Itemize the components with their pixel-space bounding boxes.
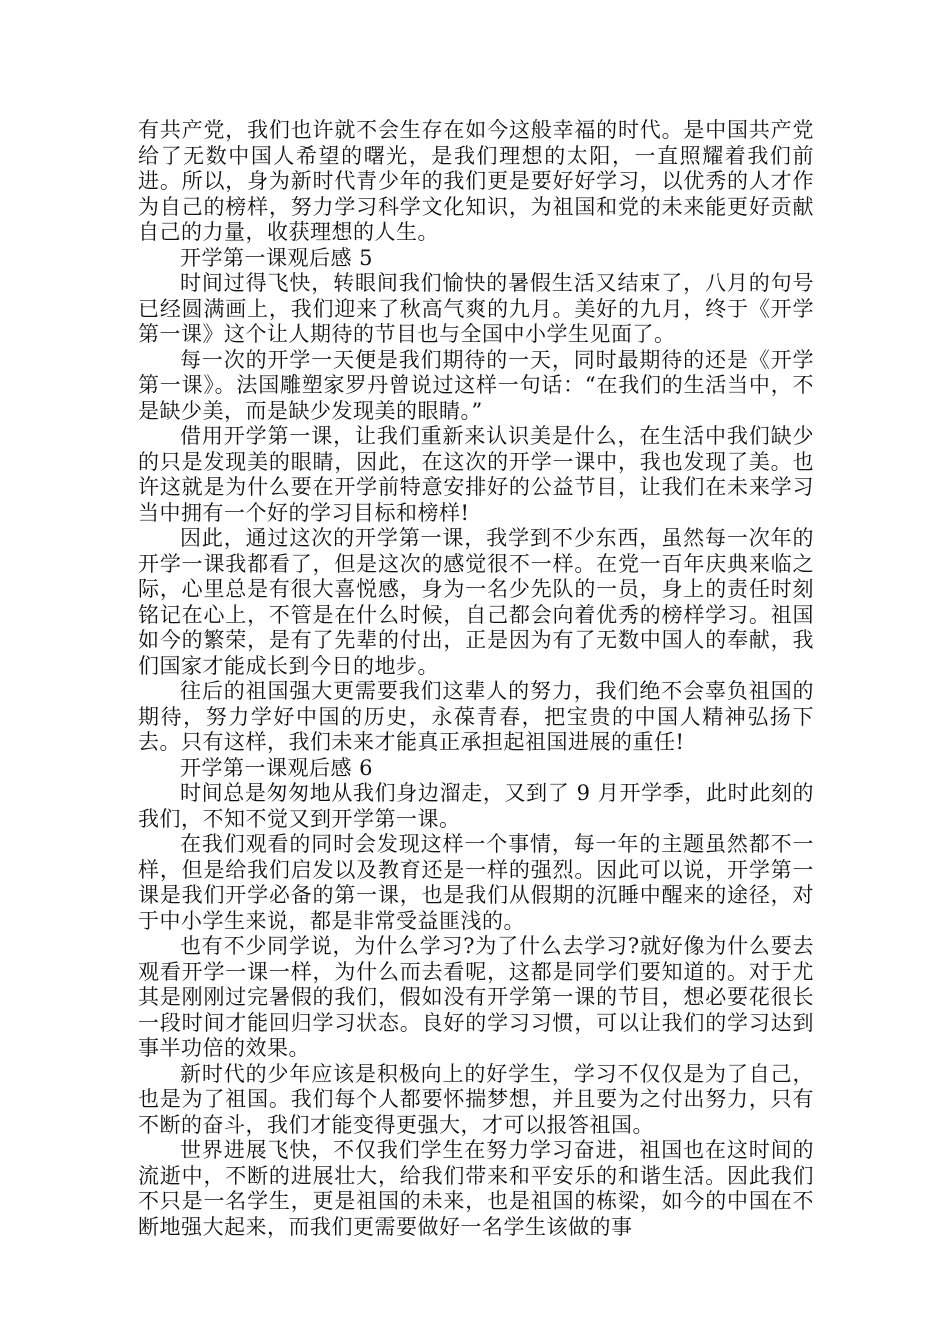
body-paragraph: 有共产党，我们也许就不会生存在如今这般幸福的时代。是中国共产党给了无数中国人希望的曙光，是我们理想的太阳，一直照耀着我们前进。所以，身为新时代青少年的我们更是要好好学习，以优秀的人才作为自己的榜样，努力学习科学文化知识，为祖国和党的未来能更好贡献自己的力量，收获理想的人生。	[138, 118, 814, 244]
body-paragraph: 世界进展飞快，不仅我们学生在努力学习奋进，祖国也在这时间的流逝中，不断的进展壮大，给我们带来和平安乐的和谐生活。因此我们不只是一名学生，更是祖国的未来，也是祖国的栋梁，如今的中国在不断地强大起来，而我们更需要做好一名学生该做的事	[138, 1138, 814, 1239]
section-heading: 开学第一课观后感 6	[180, 755, 374, 780]
document-body	[138, 118, 814, 1240]
body-paragraph: 新时代的少年应该是积极向上的好学生，学习不仅仅是为了自己，也是为了祖国。我们每个人都要怀揣梦想，并且要为之付出努力，只有不断的奋斗，我们才能变得更强大，才可以报答祖国。	[138, 1061, 814, 1137]
body-paragraph: 借用开学第一课，让我们重新来认识美是什么，在生活中我们缺少的只是发现美的眼睛，因此，在这次的开学一课中，我也发现了美。也许这就是为什么要在开学前特意安排好的公益节目，让我们在未来学习当中拥有一个好的学习目标和榜样!	[138, 424, 814, 525]
body-paragraph: 在我们观看的同时会发现这样一个事情，每一年的主题虽然都不一样，但是给我们启发以及教育还是一样的强烈。因此可以说，开学第一课是我们开学必备的第一课，也是我们从假期的沉睡中醒来的途径，对于中小学生来说，都是非常受益匪浅的。	[138, 832, 814, 933]
body-paragraph: 每一次的开学一天便是我们期待的一天，同时最期待的还是《开学第一课》。法国雕塑家罗丹曾说过这样一句话：“在我们的生活当中，不是缺少美，而是缺少发现美的眼睛。”	[138, 347, 814, 423]
body-paragraph: 时间总是匆匆地从我们身边溜走，又到了 9 月开学季，此时此刻的我们，不知不觉又到开学第一课。	[138, 781, 814, 831]
body-paragraph: 时间过得飞快，转眼间我们愉快的暑假生活又结束了，八月的句号已经圆满画上，我们迎来了秋高气爽的九月。美好的九月，终于《开学第一课》这个让人期待的节目也与全国中小学生见面了。	[138, 271, 814, 346]
section-heading: 开学第一课观后感 5	[180, 245, 374, 270]
body-paragraph: 也有不少同学说，为什么学习?为了什么去学习?就好像为什么要去观看开学一课一样，为什么而去看呢，这都是同学们要知道的。对于尤其是刚刚过完暑假的我们，假如没有开学第一课的节目，想必要花很长一段时间才能回归学习状态。良好的学习习惯，可以让我们的学习达到事半功倍的效果。	[138, 934, 814, 1060]
body-paragraph: 因此，通过这次的开学第一课，我学到不少东西，虽然每一次年的开学一课我都看了，但是这次的感觉很不一样。在党一百年庆典来临之际，心里总是有很大喜悦感，身为一名少先队的一员，身上的责任时刻铭记在心上，不管是在什么时候，自己都会向着优秀的榜样学习。祖国如今的繁荣，是有了先辈的付出，正是因为有了无数中国人的奉献，我们国家才能成长到今日的地步。	[138, 526, 814, 678]
body-paragraph: 往后的祖国强大更需要我们这辈人的努力，我们绝不会辜负祖国的期待，努力学好中国的历史，永葆青春，把宝贵的中国人精神弘扬下去。只有这样，我们未来才能真正承担起祖国进展的重任!	[138, 679, 814, 754]
